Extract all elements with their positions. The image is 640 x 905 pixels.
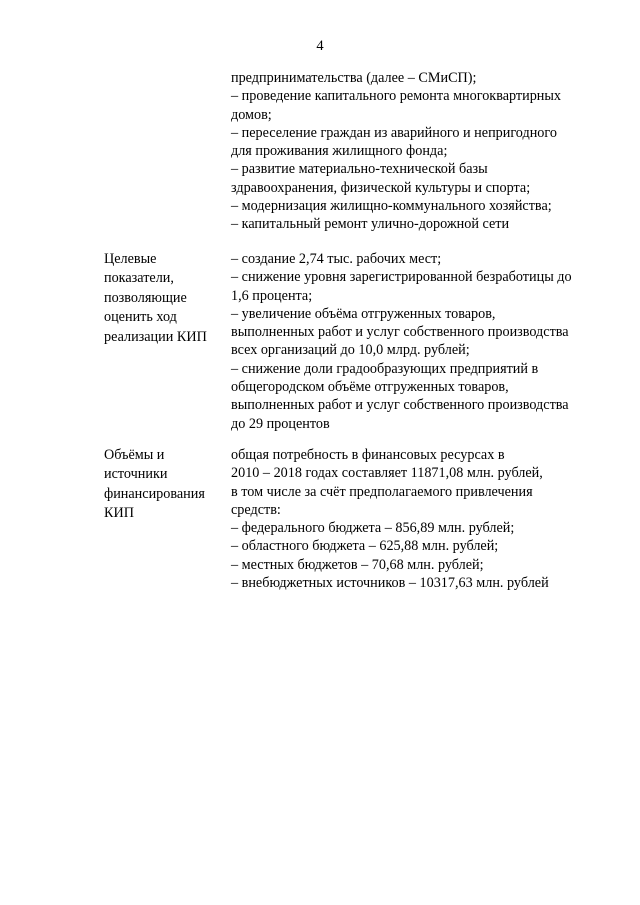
- funding-line: в том числе за счёт предполагаемого привлечения: [231, 483, 533, 500]
- funding-content: [231, 446, 601, 592]
- funding-line: – местных бюджетов – 70,68 млн. рублей;: [231, 556, 484, 573]
- label-line: реализации КИП: [104, 328, 207, 345]
- indicator-line: всех организаций до 10,0 млрд. рублей;: [231, 342, 470, 359]
- indicator-line: общегородском объёме отгруженных товаров,: [231, 379, 509, 396]
- target-indicators-content: [231, 250, 601, 433]
- label-line: Целевые: [104, 251, 157, 267]
- activities-line: для проживания жилищного фонда;: [231, 143, 448, 160]
- label-line: позволяющие: [104, 289, 187, 306]
- label-line: показатели,: [104, 270, 174, 287]
- activities-line: здравоохранения, физической культуры и спорта;: [231, 179, 531, 196]
- indicator-line: выполненных работ и услуг собственного производства: [231, 324, 569, 341]
- activities-line: – проведение капитального ремонта многоквартирных: [231, 88, 562, 105]
- funding-line: общая потребность в финансовых ресурсах в: [231, 447, 505, 463]
- page-number: 4: [316, 38, 324, 54]
- funding-line: – внебюджетных источников – 10317,63 млн. рублей: [231, 575, 549, 592]
- activities-line: – модернизация жилищно-коммунального хозяйства;: [231, 198, 552, 215]
- activities-line: – развитие материально-технической базы: [231, 161, 488, 178]
- indicator-line: 1,6 процента;: [231, 287, 313, 304]
- activities-line: предпринимательства (далее – СМиСП);: [231, 70, 477, 86]
- funding-line: средств:: [231, 501, 281, 518]
- activities-line: домов;: [231, 106, 272, 123]
- activities-line: – переселение граждан из аварийного и непригодного: [231, 124, 557, 141]
- indicator-line: до 29 процентов: [231, 415, 330, 432]
- activities-line: – капитальный ремонт улично-дорожной сети: [231, 216, 510, 233]
- funding-line: 2010 – 2018 годах составляет 11871,08 млн. рублей,: [231, 465, 543, 482]
- indicator-line: – снижение уровня зарегистрированной безработицы до: [231, 269, 572, 286]
- activities-content: [231, 69, 601, 234]
- indicator-line: выполненных работ и услуг собственного производства: [231, 397, 569, 414]
- indicator-line: – снижение доли градообразующих предприятий в: [231, 360, 539, 377]
- indicator-line: – увеличение объёма отгруженных товаров,: [231, 305, 496, 322]
- label-line: финансирования: [104, 485, 205, 502]
- label-line: КИП: [104, 505, 134, 522]
- funding-label: [104, 446, 222, 524]
- label-line: источники: [104, 466, 168, 483]
- label-line: Объёмы и: [104, 447, 165, 463]
- funding-line: – федерального бюджета – 856,89 млн. рублей;: [231, 520, 515, 537]
- funding-line: – областного бюджета – 625,88 млн. рублей;: [231, 538, 499, 555]
- label-line: оценить ход: [104, 309, 177, 326]
- indicator-line: – создание 2,74 тыс. рабочих мест;: [231, 251, 442, 267]
- target-indicators-label: [104, 250, 222, 347]
